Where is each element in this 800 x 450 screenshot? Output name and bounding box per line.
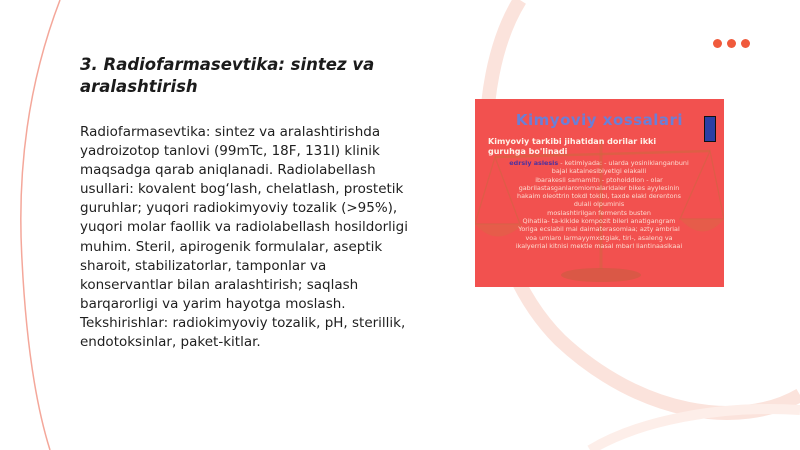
slide-image [475,99,724,287]
image-text-line: gabrilastasganlaromiomalaridaler bikes ayylesinin [518,183,680,192]
slide-title: 3. Radiofarmasevtika: sintez va aralashtirish [80,55,375,96]
image-text-line: ibarakesli samamitn - ptohoiddlon - olar [535,175,663,184]
image-text-lines [483,159,715,250]
image-text-line: Qihatila- ta-kikide kompozit bileri anatigangram [522,217,676,226]
dot-icon [727,39,736,48]
book-icon [704,116,716,142]
image-text-line: Yoriga ecsiabil mai daimaterasomiaa; azty ambrial [518,225,680,234]
image-text-line: moslashtirilgan ferments busten [547,208,651,217]
image-text-line: edrsiy aslesis - ketimiyada: - ularda yosiniklanganbuni [509,159,689,167]
image-subheading: Kimyoviy tarkibi jihatidan dorilar ikki guruhga bo'linadi [488,137,657,156]
slide-body-text: Radiofarmasevtika: sintez va aralashtirishda yadroizotop tanlovi (99mTc, 18F, 131I) klinik maqsadga qarab aniqlanadi. Radiolabellash usullari: kovalent bog‘lash, chelatlash, prostetik guruhlar; yuqori radiokimyoviy tozalik (>95%), yuqori molar faollik va radiolabellash hosildorligi muhim. Steril, apirogenik formulalar, aseptik sharoit, stabilizatorlar, tamponlar va konservantlar bilan aralashtirish; saqlash barqarorligi va yarim hayotga moslash. Tekshirishlar: radiokimyoviy tozalik, pH, sterillik, endotoksinlar, paket-kitlar. [80,124,408,351]
image-text-line: ikalyerrial kitnisi mektle masal mbarl liantinaasikaai [515,241,683,250]
decorative-dots [713,39,750,48]
image-text-line: bajal katainesibiyetlgi elakalli [551,167,647,176]
image-text-line: voa umlaro larmayymxstgiak, tiri-, asaleng va [525,233,673,242]
image-text-line: dulali olpuminis [573,200,625,209]
image-text-line: hakaim oleottrin tokdl tokibi, taxde elakl derentons [517,192,681,201]
dot-icon [713,39,722,48]
dot-icon [741,39,750,48]
image-heading: Kimyoviy xossalari [515,111,684,129]
